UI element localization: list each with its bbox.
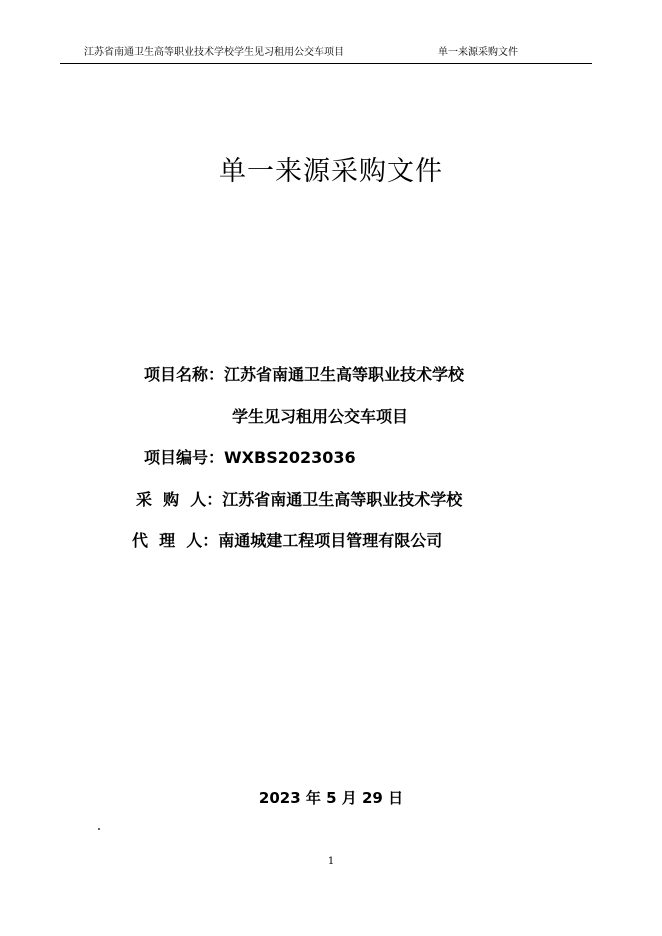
agent-value: 南通城建工程项目管理有限公司 [218,531,443,550]
agent-label: 代 理 人： [132,531,219,550]
page-number: 1 [327,856,335,867]
header-document-type: 单一来源采购文件 [438,47,518,58]
project-number-row [144,447,356,469]
header-project-title: 江苏省南通卫生高等职业技术学校学生见习租用公交车项目 [84,47,344,58]
page-header [60,45,592,64]
document-date: 2023 年 5 月 29 日 [258,789,404,807]
purchaser-value: 江苏省南通卫生高等职业技术学校 [222,490,463,509]
project-name-row [144,364,464,386]
project-number-label: 项目编号： [144,448,225,467]
project-name-value-line1: 江苏省南通卫生高等职业技术学校 [224,365,465,384]
project-name-continuation-row [232,406,408,428]
document-title: 单一来源采购文件 [219,156,443,187]
project-name-label: 项目名称： [144,365,225,384]
agent-row [132,530,442,552]
dot-mark [98,828,100,830]
project-number-value: WXBS2023036 [224,448,356,467]
project-name-value-line2: 学生见习租用公交车项目 [232,407,409,426]
purchaser-label: 采 购 人： [136,490,223,509]
purchaser-row [136,489,462,511]
